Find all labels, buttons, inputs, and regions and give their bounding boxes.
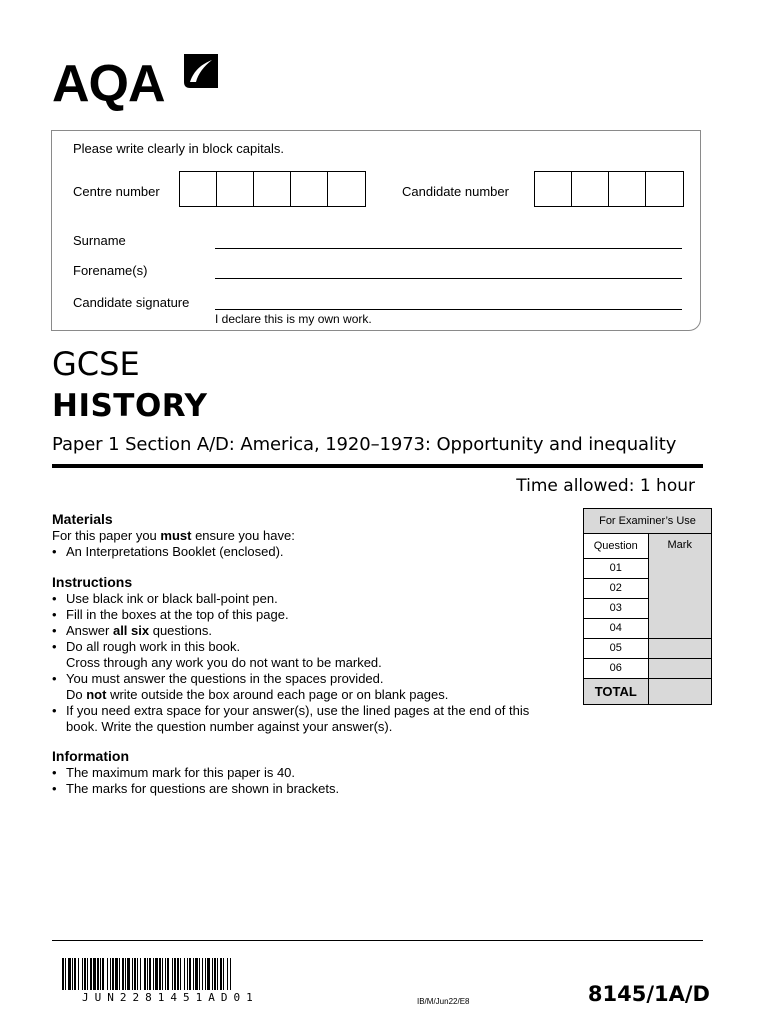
barcode-bar: [172, 958, 173, 990]
list-item-bold: all six: [112, 623, 150, 638]
question-number: 06: [584, 658, 648, 678]
qualification-title: GCSE: [52, 345, 140, 383]
list-item-text: Do: [66, 687, 87, 702]
barcode-bar: [110, 958, 111, 990]
barcode-bar: [125, 958, 126, 990]
barcode-bar: [227, 958, 228, 990]
candidate-number-digit[interactable]: [535, 172, 572, 206]
materials-heading: Materials: [52, 511, 113, 527]
list-item: • Use black ink or black ball-point pen.: [52, 591, 562, 607]
candidate-number-digit[interactable]: [646, 172, 683, 206]
barcode-bar: [115, 958, 118, 990]
materials-intro: [52, 528, 562, 544]
barcode-bar: [149, 958, 151, 990]
barcode-bar: [132, 958, 133, 990]
barcode-bar: [155, 958, 158, 990]
barcode-bar: [174, 958, 176, 990]
barcode-bar: [147, 958, 148, 990]
barcode-bar: [127, 958, 130, 990]
centre-number-label: Centre number: [73, 184, 160, 199]
question-number: 05: [584, 638, 648, 658]
barcode-bar: [102, 958, 104, 990]
barcode-bar: [87, 958, 88, 990]
declaration-text: I declare this is my own work.: [215, 312, 372, 326]
barcode-bar: [134, 958, 136, 990]
materials-section: [52, 511, 562, 560]
barcode-bar: [72, 958, 73, 990]
time-allowed: Time allowed: 1 hour: [516, 476, 695, 496]
barcode-bar: [187, 958, 188, 990]
barcode-bar: [107, 958, 108, 990]
examiner-use-heading: For Examiner’s Use: [584, 509, 711, 534]
mark-cell[interactable]: [648, 658, 711, 678]
list-item: • If you need extra space for your answer(s), use the lined pages at the end of this book. Write the question number against your answer(s).: [52, 703, 562, 735]
aqa-leaf-icon: [180, 52, 220, 92]
barcode-bar: [180, 958, 181, 990]
instructions-heading: Instructions: [52, 574, 133, 590]
question-column-header: Question: [584, 534, 648, 558]
barcode-bar: [112, 958, 114, 990]
barcode-icon: [62, 958, 342, 990]
centre-number-digit[interactable]: [254, 172, 291, 206]
signature-label: Candidate signature: [73, 295, 190, 310]
list-item: • Fill in the boxes at the top of this page.: [52, 607, 562, 623]
barcode-bar: [62, 958, 64, 990]
barcode-bar: [100, 958, 101, 990]
barcode-bar: [137, 958, 138, 990]
barcode-bar: [230, 958, 231, 990]
question-number: 04: [584, 618, 648, 638]
total-label: TOTAL: [584, 678, 648, 704]
list-item: [52, 623, 562, 639]
barcode-bar: [202, 958, 203, 990]
barcode-bar: [144, 958, 146, 990]
footer-divider: [52, 940, 703, 941]
centre-number-digit[interactable]: [328, 172, 365, 206]
question-number: 01: [584, 558, 648, 578]
list-item: • An Interpretations Booklet (enclosed).: [52, 544, 562, 560]
centre-number-digit[interactable]: [217, 172, 254, 206]
barcode-bar: [153, 958, 154, 990]
list-item-bold: not: [86, 687, 107, 702]
question-number: 03: [584, 598, 648, 618]
centre-number-boxes[interactable]: [179, 171, 366, 207]
paper-title: Paper 1 Section A/D: America, 1920–1973: Opportunity and inequality: [52, 434, 677, 455]
barcode-bar: [220, 958, 222, 990]
candidate-number-boxes[interactable]: [534, 171, 684, 207]
block-capitals-note: Please write clearly in block capitals.: [73, 141, 284, 156]
surname-line[interactable]: [215, 248, 682, 249]
paper-code: 8145/1A/D: [587, 982, 710, 1006]
barcode-bar: [193, 958, 194, 990]
barcode-bar: [167, 958, 169, 990]
barcode-text: JUN2281451AD01: [82, 991, 259, 1004]
barcode-bar: [90, 958, 92, 990]
barcode-bar: [184, 958, 185, 990]
forename-line[interactable]: [215, 278, 682, 279]
centre-number-digit[interactable]: [180, 172, 217, 206]
mark-cell[interactable]: [648, 618, 711, 638]
barcode-bar: [162, 958, 163, 990]
candidate-number-label: Candidate number: [402, 184, 509, 199]
barcode-bar: [122, 958, 124, 990]
list-item: [52, 639, 562, 671]
forename-label: Forename(s): [73, 263, 148, 278]
list-item-text: questions.: [149, 623, 212, 638]
barcode-bar: [195, 958, 198, 990]
barcode-bar: [199, 958, 200, 990]
barcode-bar: [165, 958, 166, 990]
barcode-bar: [74, 958, 76, 990]
total-mark-cell[interactable]: [648, 678, 711, 704]
signature-line[interactable]: [215, 309, 682, 310]
candidate-number-digit[interactable]: [572, 172, 609, 206]
list-item-text: write outside the box around each page or on blank pages.: [106, 687, 449, 702]
list-item-text: Answer: [66, 623, 113, 638]
candidate-details-box: [51, 130, 701, 331]
barcode-bar: [205, 958, 206, 990]
barcode-bar: [65, 958, 66, 990]
barcode-bar: [223, 958, 224, 990]
reference-code: IB/M/Jun22/E8: [417, 997, 470, 1006]
surname-label: Surname: [73, 233, 126, 248]
barcode-bar: [212, 958, 213, 990]
barcode-bar: [177, 958, 179, 990]
list-item-text: You must answer the questions in the spaces provided.: [66, 671, 384, 686]
mark-cell[interactable]: [648, 638, 711, 658]
instructions-section: [52, 574, 562, 735]
barcode-bar: [214, 958, 216, 990]
information-section: [52, 748, 562, 797]
subject-title: HISTORY: [52, 388, 208, 424]
barcode-bar: [140, 958, 141, 990]
mark-column-header: Mark: [648, 534, 711, 618]
title-divider: [52, 464, 703, 468]
list-item: • The maximum mark for this paper is 40.: [52, 765, 562, 781]
materials-intro-text: ensure you have:: [191, 528, 295, 543]
barcode-bar: [207, 958, 210, 990]
barcode-bar: [217, 958, 218, 990]
barcode-bar: [97, 958, 99, 990]
list-item-text: Do all rough work in this book.: [66, 639, 241, 654]
candidate-number-digit[interactable]: [609, 172, 646, 206]
barcode-bar: [93, 958, 96, 990]
barcode-bar: [189, 958, 191, 990]
barcode-bar: [159, 958, 161, 990]
materials-intro-bold: must: [160, 528, 192, 543]
list-item-text: Cross through any work you do not want to be marked.: [66, 655, 382, 670]
list-item: • The marks for questions are shown in brackets.: [52, 781, 562, 797]
materials-intro-text: For this paper you: [52, 528, 161, 543]
barcode-bar: [119, 958, 120, 990]
barcode-bar: [84, 958, 86, 990]
information-heading: Information: [52, 748, 129, 764]
barcode-bar: [68, 958, 71, 990]
logo-text: AQA: [52, 55, 165, 113]
examiner-use-table: [583, 508, 712, 705]
barcode-bar: [82, 958, 83, 990]
aqa-logo: [52, 52, 222, 112]
centre-number-digit[interactable]: [291, 172, 328, 206]
barcode-bar: [78, 958, 79, 990]
list-item: [52, 671, 562, 703]
question-number: 02: [584, 578, 648, 598]
